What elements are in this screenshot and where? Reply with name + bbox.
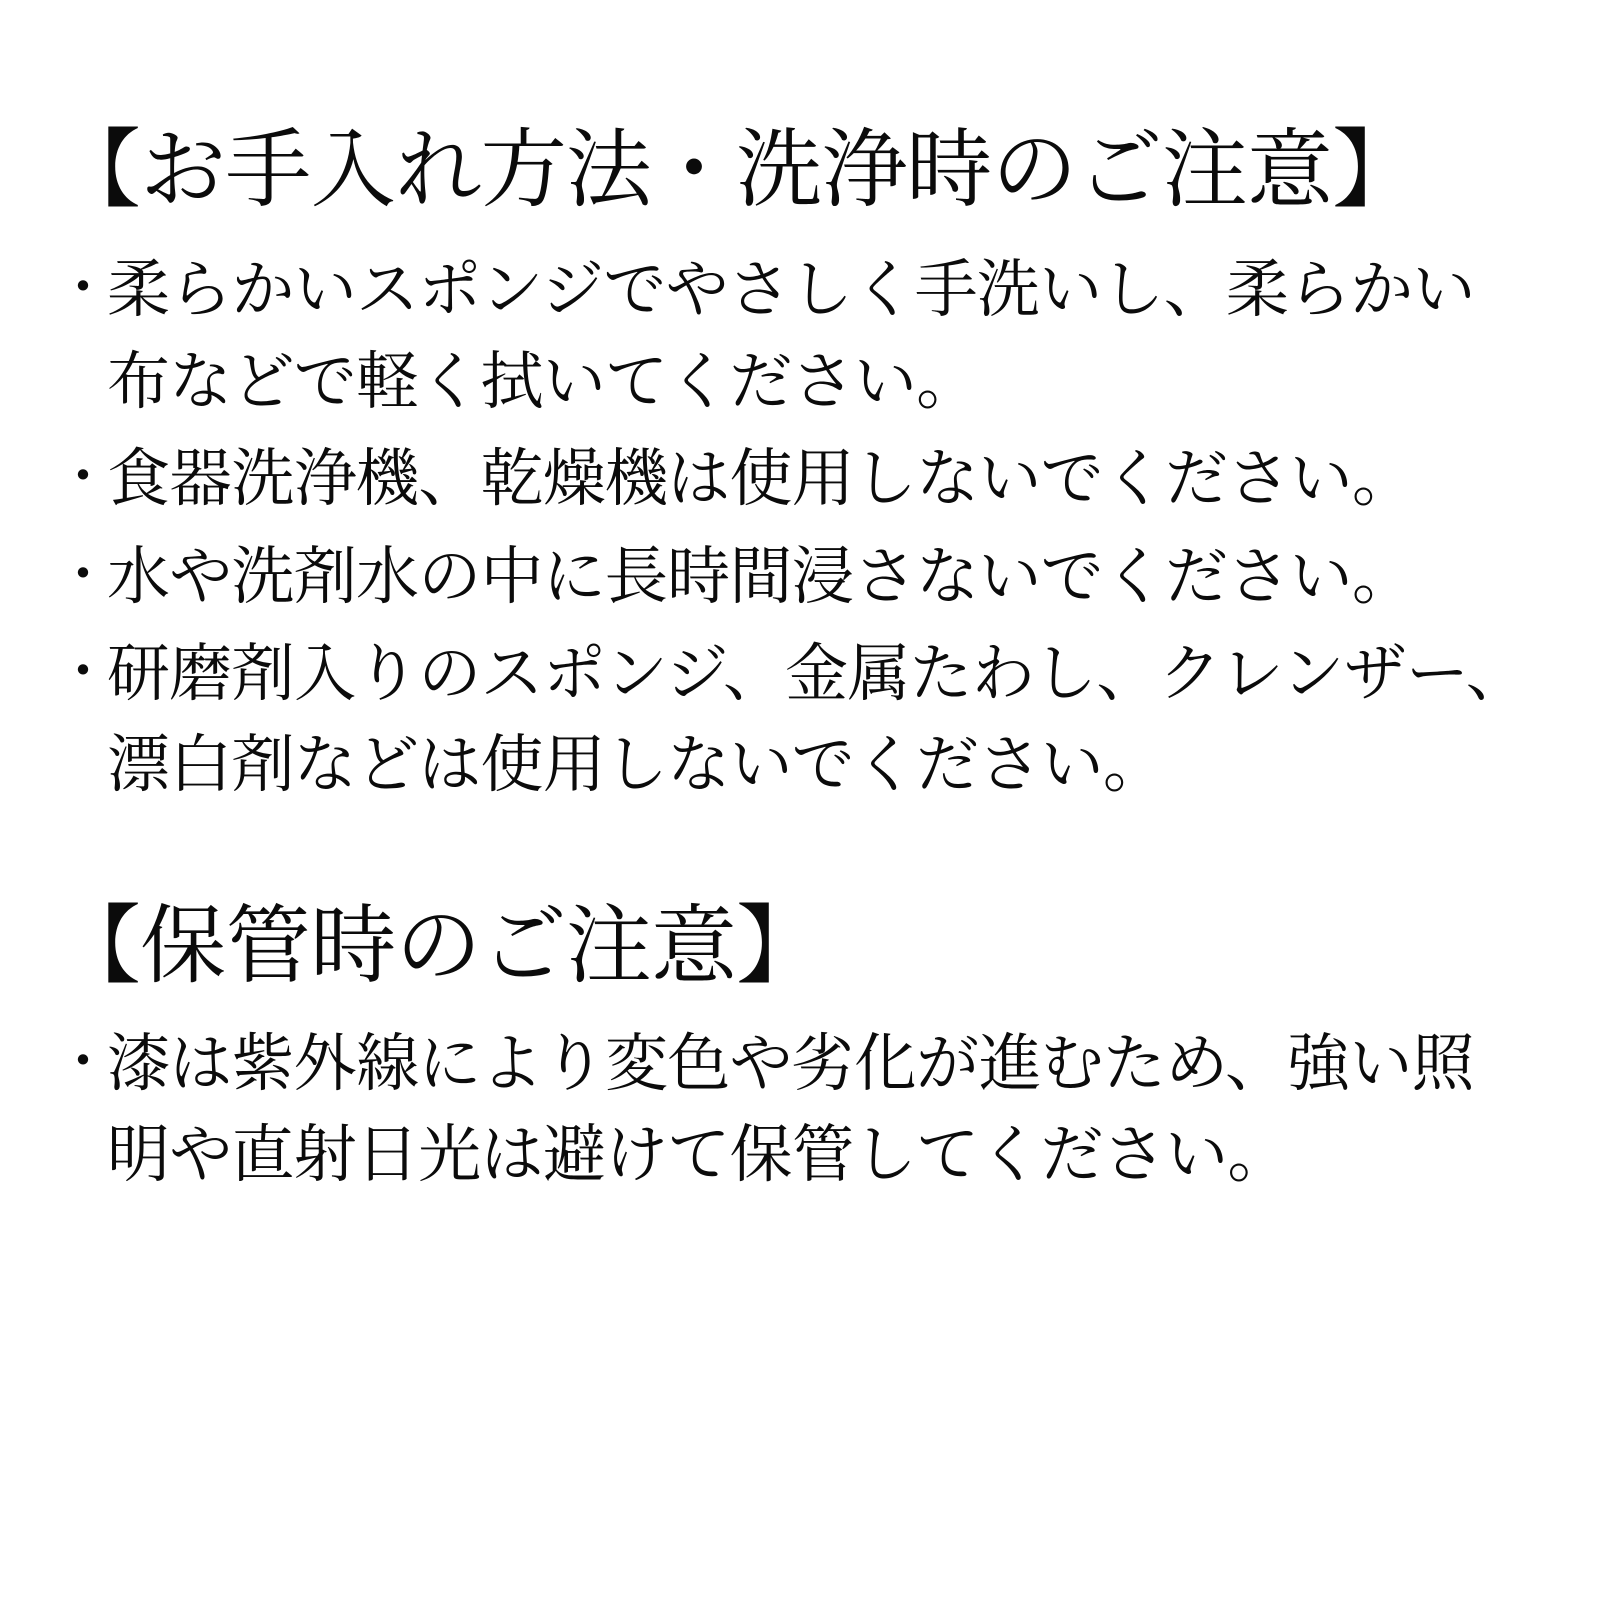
storage-instructions-list xyxy=(55,1019,1530,1202)
list-item-text: 水や洗剤水の中に長時間浸さないでください。 xyxy=(107,541,1415,612)
list-item xyxy=(55,1019,1530,1202)
list-item xyxy=(55,629,1530,812)
list-item xyxy=(55,434,1530,525)
storage-instructions-heading: 【保管時のご注意】 xyxy=(55,897,822,994)
bullet-marker-icon: ・ xyxy=(55,256,111,320)
list-item-text: 食器洗浄機、乾燥機は使用しないでください。 xyxy=(107,444,1415,515)
care-instructions-list xyxy=(55,245,1530,811)
section-care-instructions xyxy=(55,120,1530,812)
bullet-marker-icon: ・ xyxy=(55,445,111,509)
list-item-text: 柔らかいスポンジでやさしく手洗いし、柔らかい布などで軽く拭いてください。 xyxy=(107,255,1475,417)
bullet-marker-icon: ・ xyxy=(55,639,111,703)
list-item-text: 研磨剤入りのスポンジ、金属たわし、クレンザー、漂白剤などは使用しないでください。 xyxy=(107,638,1528,801)
list-item xyxy=(55,532,1530,623)
list-item xyxy=(55,245,1530,428)
list-item-text: 漆は紫外線により変色や劣化が進むため、強い照明や直射日光は避けて保管してください。 xyxy=(107,1029,1474,1191)
bullet-marker-icon: ・ xyxy=(55,542,111,606)
bullet-marker-icon: ・ xyxy=(55,1030,111,1093)
section-storage-instructions xyxy=(55,896,1530,1202)
care-instructions-heading: 【お手入れ方法・洗浄時のご注意】 xyxy=(55,122,1418,218)
section-spacer xyxy=(55,818,1530,896)
